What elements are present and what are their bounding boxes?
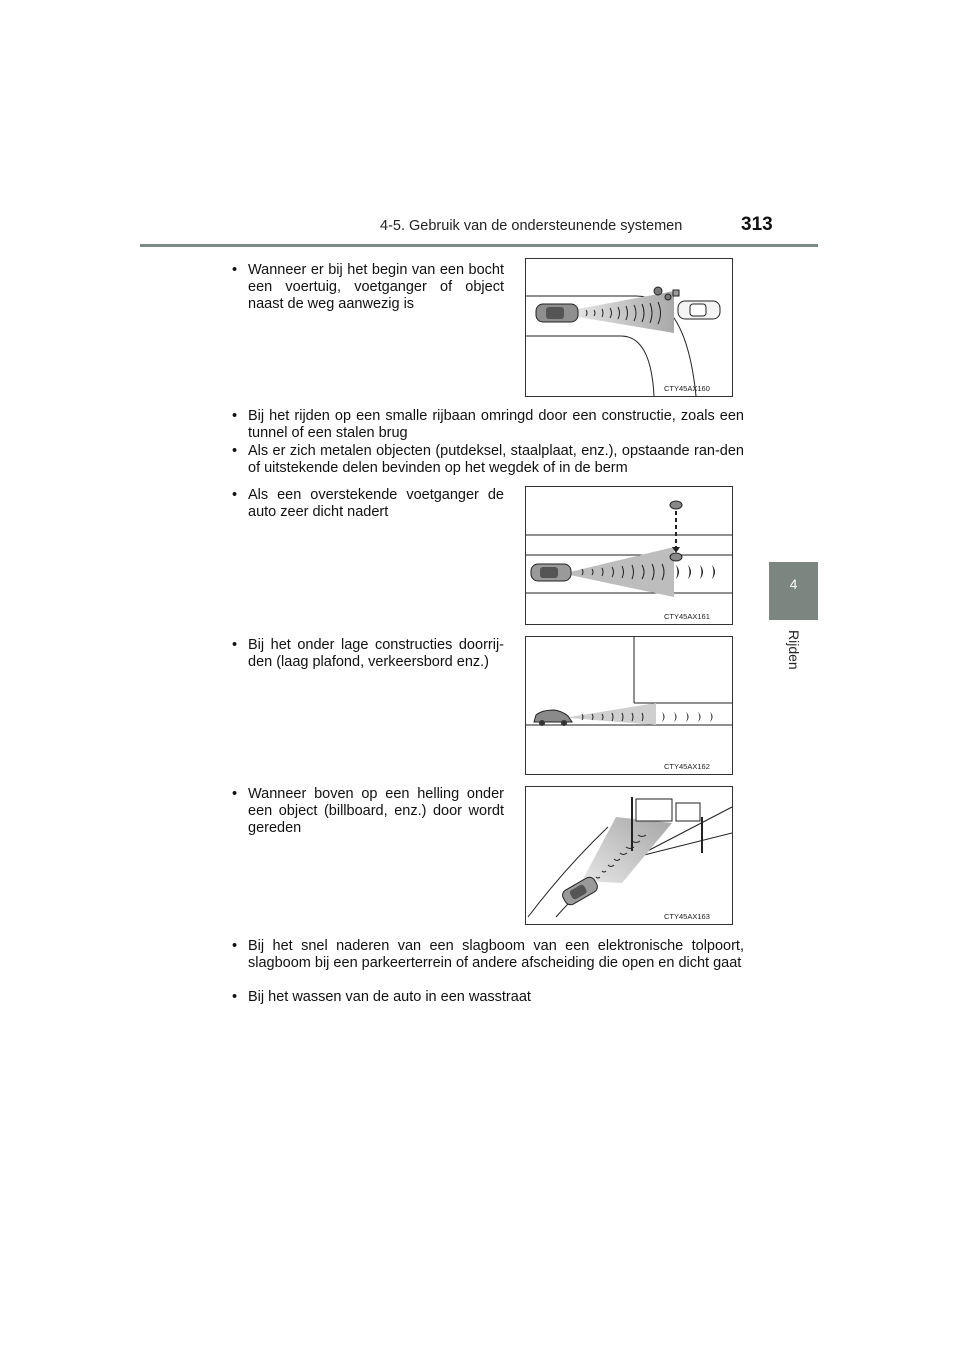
figure-code: CTY45AX161: [664, 612, 710, 621]
header-divider: [140, 244, 818, 247]
bullet-symbol: •: [232, 989, 238, 1005]
bullet-symbol: •: [232, 938, 238, 954]
low-structure-illustration: [526, 637, 732, 774]
bullet-text: Bij het snel naderen van een slagboom van een elektronische tolpoort, slagboom bij een parkeerterrein of andere afscheiding die open en dicht gaat: [248, 938, 744, 971]
bullet-symbol: •: [232, 443, 238, 459]
bullet-text: Als er zich metalen objecten (putdeksel, staalplaat, enz.), opstaande ran-den of uitstekende delen bevinden op het wegdek of in de berm: [248, 443, 744, 476]
pedestrian-illustration: [526, 487, 732, 624]
figure-code: CTY45AX160: [664, 384, 710, 393]
list-item: [232, 938, 744, 972]
list-item: [232, 487, 504, 521]
section-title: 4-5. Gebruik van de ondersteunende systemen: [380, 218, 683, 234]
chapter-label: Rijden: [786, 630, 802, 670]
list-item: [232, 408, 744, 442]
chapter-number: 4: [789, 576, 798, 592]
list-item: [232, 443, 744, 477]
list-item: [232, 989, 744, 1006]
bullet-symbol: •: [232, 637, 238, 653]
figure-billboard: [525, 786, 733, 925]
bullet-text: Als een overstekende voetganger de auto zeer dicht nadert: [248, 487, 504, 520]
figure-curve: [525, 258, 733, 397]
figure-low-structure: [525, 636, 733, 775]
bullet-symbol: •: [232, 786, 238, 802]
bullet-symbol: •: [232, 262, 238, 278]
bullet-text: Bij het rijden op een smalle rijbaan omringd door een constructie, zoals een tunnel of een stalen brug: [248, 408, 744, 441]
list-item: [232, 786, 504, 837]
bullet-symbol: •: [232, 487, 238, 503]
figure-pedestrian: [525, 486, 733, 625]
list-item: [232, 262, 504, 313]
bullet-text: Bij het onder lage constructies doorrij-den (laag plafond, verkeersbord enz.): [248, 637, 504, 670]
billboard-illustration: [526, 787, 732, 924]
curve-illustration: [526, 259, 732, 396]
bullet-text: Wanneer boven op een helling onder een object (billboard, enz.) door wordt gereden: [248, 786, 504, 836]
page-number: 313: [741, 214, 773, 235]
list-item: [232, 637, 504, 671]
figure-code: CTY45AX162: [664, 762, 710, 771]
bullet-symbol: •: [232, 408, 238, 424]
bullet-text: Bij het wassen van de auto in een wasstraat: [248, 989, 531, 1005]
figure-code: CTY45AX163: [664, 912, 710, 921]
bullet-text: Wanneer er bij het begin van een bocht een voertuig, voetganger of object naast de weg aanwezig is: [248, 262, 504, 312]
